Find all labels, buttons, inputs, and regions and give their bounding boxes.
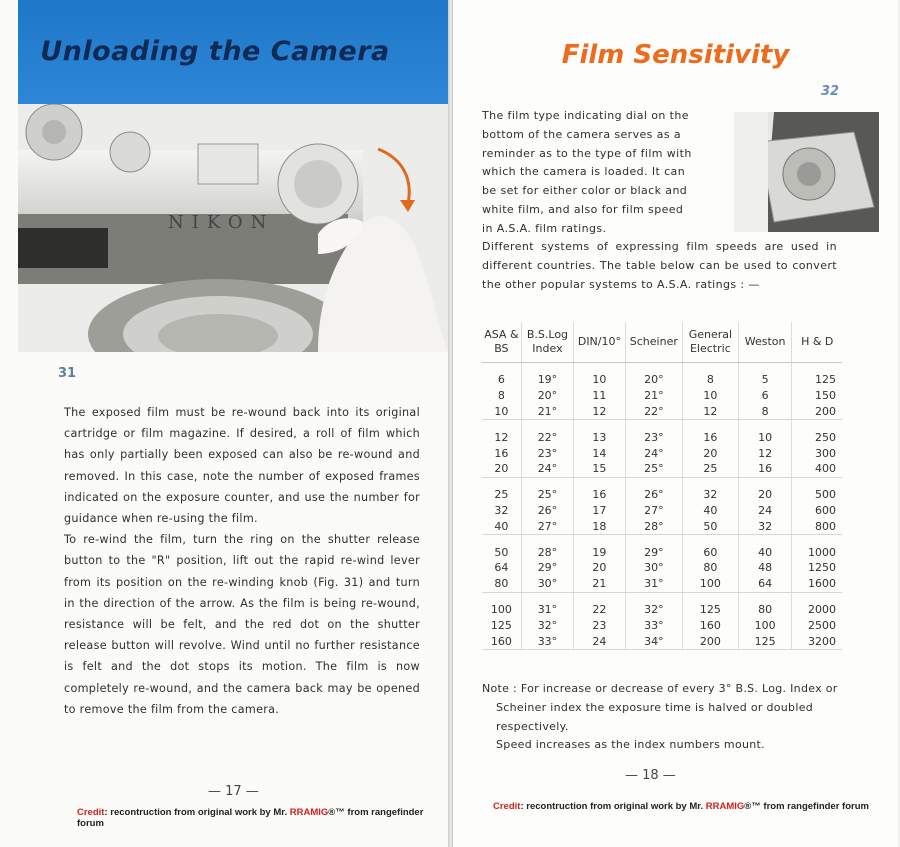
table-cell: 32° (521, 617, 573, 633)
credit-text-b: ®™ from rangefinder forum (744, 801, 869, 812)
table-spacer-cell (625, 420, 682, 430)
table-cell: 27° (521, 518, 573, 534)
col-hd: H & D (792, 322, 842, 363)
table-cell: 21° (521, 404, 573, 420)
table-spacer-cell (625, 363, 682, 373)
table-cell: 2000 (792, 602, 842, 618)
table-spacer (482, 363, 842, 373)
table-spacer-cell (738, 363, 792, 373)
table-cell: 80 (682, 560, 738, 576)
table-spacer-cell (574, 420, 626, 430)
table-cell: 32 (738, 518, 792, 534)
table-header-row (482, 322, 842, 363)
table-cell: 20 (482, 461, 521, 477)
table-spacer (482, 420, 842, 430)
table-cell: 12 (494, 430, 509, 444)
table-body (482, 363, 842, 650)
table-cell: 8 (497, 389, 505, 403)
table-cell: 5 (738, 372, 792, 388)
col-general-electric: General Electric (682, 322, 738, 363)
intro-paragraph: The film type indicating dial on the bottom of the camera serves as a reminder as to the type of film with which the camera is loaded. It can be set for either color or black and white film, and also for film speed in A.S.A. film ratings. (482, 109, 692, 235)
table-cell: 23 (574, 617, 626, 633)
table-spacer-cell (521, 363, 573, 373)
table-spacer-cell (482, 420, 521, 430)
note-text: Note : For increase or decrease of every 3° B.S. Log. Index or Scheiner index the exposure time is halved or doubled respectively. (482, 682, 838, 733)
table-cell: 40 (682, 503, 738, 519)
table-cell: 1000 (792, 544, 842, 560)
table-cell: 25 (494, 488, 509, 502)
table-cell: 3200 (792, 633, 842, 649)
table-cell: 20 (738, 487, 792, 503)
table-cell: 23° (521, 445, 573, 461)
table-spacer-cell (792, 592, 842, 602)
camera-brand-engraving: NIKON (168, 212, 275, 233)
table-spacer-cell (792, 477, 842, 487)
table-row (482, 633, 842, 649)
table-spacer-cell (574, 363, 626, 373)
table-spacer-cell (482, 477, 521, 487)
table-cell: 16 (494, 446, 509, 460)
table-row (482, 445, 842, 461)
table-cell: 8 (738, 404, 792, 420)
paragraph-2: To re-wind the film, turn the ring on the shutter release button to the "R" position, lift out the rapid re-wind lever from its position on the re-winding knob (Fig. 31) and turn in the direction of the arrow. As the film is being re-wound, resistance will be felt, and the red dot on the shutter release button will revolve. Wind until no further resistance is felt and the dot stops its motion. The film is now completely re-wound, and the camera back may be opened to remove the film from the camera. (64, 533, 420, 716)
table-cell: 125 (490, 618, 512, 632)
table-cell: 10 (574, 372, 626, 388)
table-row (482, 388, 842, 404)
table-spacer-cell (574, 592, 626, 602)
intro-text (482, 107, 692, 239)
credit-line (493, 801, 869, 812)
table-cell: 1600 (792, 576, 842, 592)
table-cell: 24° (521, 461, 573, 477)
table-spacer-cell (574, 477, 626, 487)
table-cell: 250 (792, 429, 842, 445)
table-cell: 17 (574, 503, 626, 519)
table-cell: 32° (625, 602, 682, 618)
table-cell: 24° (625, 445, 682, 461)
table-cell: 31° (625, 576, 682, 592)
table-cell: 22° (521, 429, 573, 445)
table-spacer-cell (682, 535, 738, 545)
table-cell: 20° (625, 372, 682, 388)
table-cell: 40 (482, 518, 521, 534)
table-cell: 64 (494, 561, 509, 575)
body-text (64, 402, 420, 720)
table-spacer-cell (521, 535, 573, 545)
table-cell: 160 (482, 633, 521, 649)
camera-rewind-illustration (18, 104, 448, 352)
table-spacer-cell (625, 535, 682, 545)
table-spacer-cell (625, 592, 682, 602)
table-cell: 500 (792, 487, 842, 503)
table-cell: 25° (625, 461, 682, 477)
table-cell: 30° (521, 576, 573, 592)
table-row (482, 576, 842, 592)
table-cell: 100 (490, 602, 512, 616)
table-cell: 21 (574, 576, 626, 592)
table-cell: 30° (625, 560, 682, 576)
col-weston: Weston (738, 322, 792, 363)
table-cell: 16 (682, 429, 738, 445)
table-cell: 1250 (792, 560, 842, 576)
credit-prefix: Credit (77, 807, 105, 818)
table-row (482, 404, 842, 420)
table-cell: 48 (738, 560, 792, 576)
table-spacer (482, 535, 842, 545)
table-cell: 400 (792, 461, 842, 477)
note-block (482, 680, 842, 755)
table-spacer-cell (738, 420, 792, 430)
table-cell: 80 (482, 576, 521, 592)
page-title: Unloading the Camera (40, 36, 390, 67)
note-text-2: Speed increases as the index numbers mount. (496, 738, 765, 752)
figure-number: 31 (58, 366, 77, 381)
table-cell: 25° (521, 487, 573, 503)
right-page (453, 0, 898, 847)
credit-name: RRAMIG (705, 801, 745, 812)
table-cell: 19 (574, 544, 626, 560)
page-number: — 18 — (625, 768, 676, 783)
table-spacer-cell (482, 535, 521, 545)
table-cell: 12 (682, 404, 738, 420)
table-cell: 31° (521, 602, 573, 618)
table-cell: 64 (738, 576, 792, 592)
col-bs-log: B.S.Log Index (521, 322, 573, 363)
table-cell: 50 (682, 518, 738, 534)
table-cell: 160 (682, 617, 738, 633)
table-row (482, 518, 842, 534)
table-cell: 18 (574, 518, 626, 534)
table-cell: 10 (682, 388, 738, 404)
table-spacer-cell (625, 477, 682, 487)
credit-text-b: ®™ from rangefinder forum (77, 807, 424, 829)
table-spacer-cell (682, 420, 738, 430)
table-cell: 50 (494, 545, 509, 559)
table-cell: 40 (738, 544, 792, 560)
film-type-dial-illustration (734, 112, 879, 232)
table-cell: 23° (625, 429, 682, 445)
table-spacer-cell (521, 477, 573, 487)
table-cell: 150 (792, 388, 842, 404)
col-din: DIN/10° (574, 322, 626, 363)
table-cell: 28° (521, 544, 573, 560)
table-cell: 11 (574, 388, 626, 404)
table-row (482, 602, 842, 618)
table-spacer-cell (738, 592, 792, 602)
table-cell: 20° (521, 388, 573, 404)
table-cell: 24 (574, 633, 626, 649)
table-cell: 20 (574, 560, 626, 576)
table-cell: 26° (625, 487, 682, 503)
table-cell: 10 (482, 404, 521, 420)
table-spacer-cell (792, 420, 842, 430)
table-cell: 29° (521, 560, 573, 576)
table-cell: 13 (574, 429, 626, 445)
credit-text-a: : recontruction from original work by Mr. (104, 807, 290, 818)
table-cell: 32 (494, 503, 509, 517)
table-cell: 14 (574, 445, 626, 461)
table-cell: 22° (625, 404, 682, 420)
table-cell: 300 (792, 445, 842, 461)
credit-prefix: Credit (493, 801, 521, 812)
table-cell: 16 (738, 461, 792, 477)
table-cell: 125 (792, 372, 842, 388)
intro-paragraph-2: Different systems of expressing film speeds are used in different countries. The table below can be used to convert the other popular systems to A.S.A. ratings : — (482, 240, 837, 291)
table-cell: 26° (521, 503, 573, 519)
table-spacer-cell (682, 477, 738, 487)
table-spacer-cell (792, 363, 842, 373)
table-cell: 125 (738, 633, 792, 649)
table-cell: 200 (792, 404, 842, 420)
table-spacer-cell (482, 592, 521, 602)
table-row (482, 372, 842, 388)
col-asa: ASA & BS (482, 322, 521, 363)
camera-photo (18, 104, 448, 352)
left-page (0, 0, 448, 847)
table-spacer-cell (682, 592, 738, 602)
table-cell: 34° (625, 633, 682, 649)
intro-text-2 (482, 238, 837, 294)
credit-line (77, 807, 448, 829)
table-row (482, 617, 842, 633)
table-cell: 33° (521, 633, 573, 649)
table-row (482, 503, 842, 519)
table-cell: 8 (682, 372, 738, 388)
credit-name: RRAMIG (289, 807, 329, 818)
table-row (482, 429, 842, 445)
table-cell: 600 (792, 503, 842, 519)
table-spacer (482, 477, 842, 487)
table-spacer-cell (521, 420, 573, 430)
table-cell: 22 (574, 602, 626, 618)
page-title: Film Sensitivity (561, 40, 790, 70)
table-spacer-cell (738, 477, 792, 487)
table-cell: 12 (738, 445, 792, 461)
table-cell: 80 (738, 602, 792, 618)
table-cell: 60 (682, 544, 738, 560)
table-row (482, 544, 842, 560)
table-cell: 2500 (792, 617, 842, 633)
table-spacer-cell (738, 535, 792, 545)
table-row (482, 461, 842, 477)
title-band (18, 0, 448, 104)
table-cell: 33° (625, 617, 682, 633)
figure-number: 32 (821, 84, 840, 99)
table-cell: 100 (738, 617, 792, 633)
col-scheiner: Scheiner (625, 322, 682, 363)
table-cell: 19° (521, 372, 573, 388)
table-cell: 200 (682, 633, 738, 649)
table-spacer-cell (482, 363, 521, 373)
table-cell: 24 (738, 503, 792, 519)
table-row (482, 487, 842, 503)
table-cell: 32 (682, 487, 738, 503)
table-cell: 27° (625, 503, 682, 519)
table-spacer-cell (682, 363, 738, 373)
table-cell: 28° (625, 518, 682, 534)
table-cell: 6 (497, 373, 505, 387)
table-cell: 16 (574, 487, 626, 503)
table-cell: 21° (625, 388, 682, 404)
film-speed-table (482, 322, 842, 650)
table-cell: 25 (682, 461, 738, 477)
page-number: — 17 — (208, 784, 259, 799)
table-spacer-cell (574, 535, 626, 545)
table-cell: 125 (682, 602, 738, 618)
table-spacer-cell (792, 535, 842, 545)
table-cell: 10 (738, 429, 792, 445)
paragraph-1: The exposed film must be re-wound back into its original cartridge or film magazine. If desired, a roll of film which has only partially been exposed can also be re-wound and removed. In this case, note the number of exposed frames indicated on the exposure counter, and use the number for guidance when re-using the film. (64, 406, 420, 526)
table-cell: 6 (738, 388, 792, 404)
table-cell: 29° (625, 544, 682, 560)
table-spacer-cell (521, 592, 573, 602)
table-cell: 15 (574, 461, 626, 477)
table-cell: 20 (682, 445, 738, 461)
table-cell: 800 (792, 518, 842, 534)
table-cell: 100 (682, 576, 738, 592)
table-spacer (482, 592, 842, 602)
table-cell: 12 (574, 404, 626, 420)
film-dial-photo (734, 112, 879, 232)
table-row (482, 560, 842, 576)
credit-text-a: : recontruction from original work by Mr. (520, 801, 706, 812)
